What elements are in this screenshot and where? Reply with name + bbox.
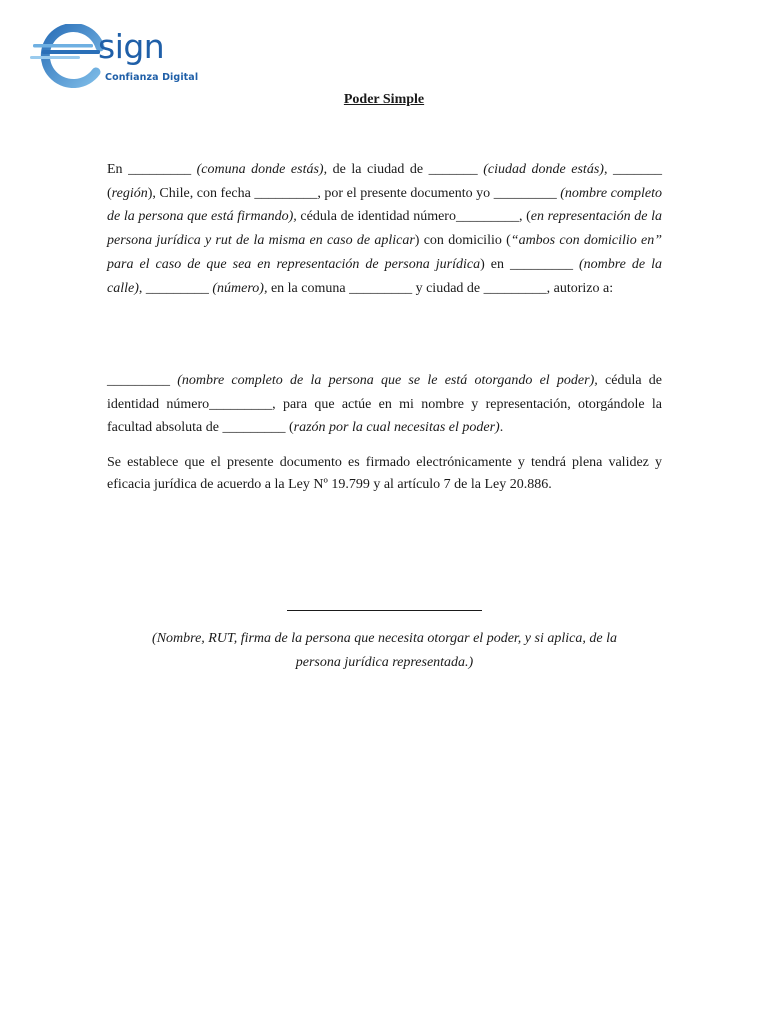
- text-segment: ) en _________: [480, 256, 579, 272]
- esign-logo: [30, 24, 200, 88]
- italic-hint: (número),: [212, 280, 268, 296]
- document-title: Poder Simple: [343, 92, 425, 107]
- italic-hint: (nombre de la calle): [107, 256, 662, 296]
- signature-caption-line: persona jurídica representada.): [295, 655, 474, 670]
- italic-hint: región: [111, 185, 148, 201]
- text-segment: _________: [107, 373, 178, 388]
- italic-hint: (nombre completo de la persona que se le está otorgando el poder),: [177, 373, 598, 388]
- text-segment: , _______ (: [107, 162, 662, 201]
- signature-caption: [107, 627, 662, 675]
- text-segment: cédula de identidad número_________, (: [296, 209, 531, 225]
- italic-hint: (comuna donde estás): [196, 162, 324, 177]
- text-segment: , _________: [138, 280, 213, 296]
- italic-hint: razón por la cual necesitas el poder): [293, 420, 500, 436]
- text-segment: En _________: [107, 162, 197, 177]
- logo-tagline: Confianza Digital: [105, 72, 199, 83]
- italic-hint: “ambos con domicilio en” para el caso de que sea en representación de persona jurídica: [107, 233, 663, 272]
- italic-hint: (ciudad donde estás): [483, 162, 604, 177]
- signature-caption-line: (Nombre, RUT, firma de la persona que necesita otorgar el poder, y si aplica, de la: [152, 631, 617, 646]
- text-segment: .: [499, 420, 504, 436]
- paragraph-grantor: [107, 158, 662, 300]
- signature-line: [287, 610, 482, 611]
- text-segment: ), Chile, con fecha _________, por el presente documento yo _________: [147, 185, 561, 201]
- italic-hint: en representación de la persona jurídica y rut de la misma en caso de aplicar: [107, 209, 662, 249]
- text-segment: cédula de identidad número_________, para que actúe en mi nombre y representación, otorgándole la facultad absoluta de _________ (: [107, 373, 663, 436]
- logo-wordmark: sign: [98, 27, 165, 66]
- text-segment: , de la ciudad de _______: [323, 162, 484, 177]
- paragraph-grantee: [107, 369, 662, 440]
- paragraph-legal-validity: Se establece que el presente documento es firmado electrónicamente y tendrá plena validez y eficacia jurídica de acuerdo a la Ley Nº 19.799 y al artículo 7 de la Ley 20.886.: [107, 455, 662, 492]
- text-segment: ) con domicilio (: [414, 233, 511, 249]
- text-segment: en la comuna _________ y ciudad de _________, autorizo a:: [267, 280, 614, 296]
- italic-hint: (nombre completo de la persona que está firmando),: [107, 185, 663, 225]
